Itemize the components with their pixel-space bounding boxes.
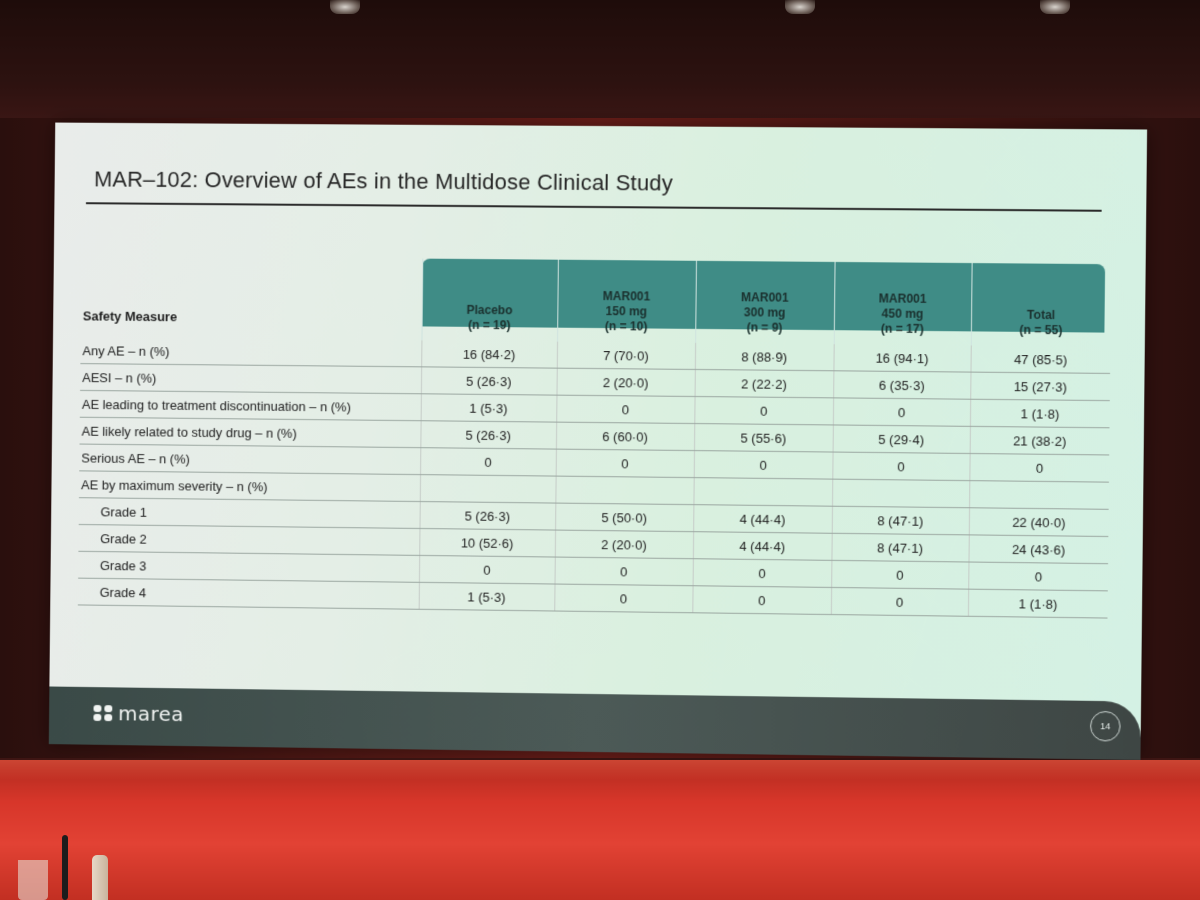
cell-300mg: 0 — [694, 396, 833, 424]
cell-150mg: 2 (20·0) — [555, 530, 693, 559]
safety-measure-header: Safety Measure — [82, 308, 178, 325]
microphone — [62, 835, 68, 900]
slide-title: MAR–102: Overview of AEs in the Multidose Clinical Study — [93, 166, 674, 196]
cell-450mg: 8 (47·1) — [832, 506, 969, 535]
cell-150mg: 6 (60·0) — [556, 422, 694, 450]
cell-placebo: 0 — [420, 448, 556, 476]
cell-300mg — [693, 478, 832, 507]
cell-300mg: 5 (55·6) — [694, 424, 833, 453]
cell-300mg: 2 (22·2) — [695, 369, 834, 397]
cell-total: 0 — [969, 453, 1109, 482]
cell-total — [969, 481, 1109, 510]
stage-backdrop — [0, 760, 1200, 900]
cell-placebo: 1 (5·3) — [421, 394, 557, 422]
adverse-events-table — [78, 256, 1111, 619]
cell-450mg — [832, 479, 969, 508]
cell-total: 22 (40·0) — [969, 508, 1109, 537]
cell-450mg: 0 — [831, 560, 968, 589]
presentation-slide — [49, 123, 1147, 760]
ceiling-light — [330, 0, 360, 14]
cell-150mg: 2 (20·0) — [556, 368, 694, 396]
cell-placebo — [420, 475, 556, 503]
column-header-placebo: Placebo (n = 19) — [421, 259, 557, 342]
ceiling-light — [785, 0, 815, 14]
cell-placebo: 10 (52·6) — [419, 528, 555, 557]
cell-placebo: 5 (26·3) — [420, 421, 556, 449]
cell-450mg: 8 (47·1) — [831, 533, 968, 562]
row-label: Grade 2 — [78, 524, 419, 555]
title-rule — [86, 202, 1102, 212]
marea-logo — [92, 701, 184, 726]
page-number: 14 — [1090, 711, 1121, 742]
cell-300mg: 0 — [692, 586, 831, 615]
cell-300mg: 4 (44·4) — [693, 532, 832, 561]
row-label: Grade 4 — [78, 578, 419, 609]
row-label: Serious AE – n (%) — [79, 444, 420, 475]
cell-150mg: 0 — [554, 584, 692, 613]
water-bottle — [92, 855, 108, 900]
cell-150mg: 7 (70·0) — [557, 342, 695, 370]
cell-total: 47 (85·5) — [970, 345, 1110, 373]
cell-total: 15 (27·3) — [970, 372, 1110, 401]
cell-450mg: 0 — [832, 452, 969, 481]
row-label: AESI – n (%) — [80, 364, 421, 394]
cell-total: 21 (38·2) — [970, 426, 1110, 455]
cell-450mg: 5 (29·4) — [833, 425, 970, 454]
cell-total: 24 (43·6) — [968, 535, 1108, 564]
ceiling-light — [1040, 0, 1070, 14]
cell-placebo: 16 (84·2) — [421, 340, 557, 368]
cell-total: 1 (1·8) — [970, 399, 1110, 428]
column-header-mar001-450mg: MAR001 450 mg (n = 17) — [834, 262, 972, 346]
cell-placebo: 1 (5·3) — [419, 582, 555, 611]
cell-450mg: 0 — [831, 587, 968, 616]
cell-300mg: 8 (88·9) — [695, 343, 834, 371]
cell-300mg: 0 — [694, 451, 833, 480]
water-glass — [18, 860, 48, 900]
column-header-mar001-300mg: MAR001 300 mg (n = 9) — [695, 261, 834, 344]
cell-placebo: 5 (26·3) — [421, 367, 557, 395]
stage-glare — [0, 760, 1200, 780]
row-label: AE leading to treatment discontinuation – n (%) — [80, 390, 421, 420]
table-header-row — [81, 256, 1112, 347]
cell-150mg: 0 — [556, 395, 694, 423]
cell-300mg: 4 (44·4) — [693, 505, 832, 534]
cell-150mg: 0 — [556, 449, 694, 477]
row-label: AE likely related to study drug – n (%) — [80, 417, 421, 447]
column-header-total: Total (n = 55) — [971, 263, 1111, 347]
cell-450mg: 6 (35·3) — [833, 371, 970, 399]
auditorium-ceiling — [0, 0, 1200, 120]
cell-450mg: 16 (94·1) — [833, 344, 970, 372]
row-label: Grade 1 — [79, 498, 420, 529]
cell-placebo: 5 (26·3) — [419, 502, 555, 531]
row-label: Any AE – n (%) — [80, 337, 421, 367]
cell-total: 0 — [968, 562, 1108, 591]
marea-logo-icon — [92, 702, 114, 724]
cell-300mg: 0 — [693, 559, 832, 588]
cell-placebo: 0 — [419, 555, 555, 584]
cell-150mg — [555, 476, 693, 505]
logo-text: marea — [118, 701, 185, 727]
cell-150mg: 0 — [555, 557, 693, 586]
cell-total: 1 (1·8) — [968, 589, 1108, 618]
cell-150mg: 5 (50·0) — [555, 503, 693, 532]
cell-450mg: 0 — [833, 398, 970, 426]
row-label: Grade 3 — [78, 551, 419, 582]
column-header-mar001-150mg: MAR001 150 mg (n = 10) — [557, 260, 696, 343]
row-label: AE by maximum severity – n (%) — [79, 471, 420, 502]
